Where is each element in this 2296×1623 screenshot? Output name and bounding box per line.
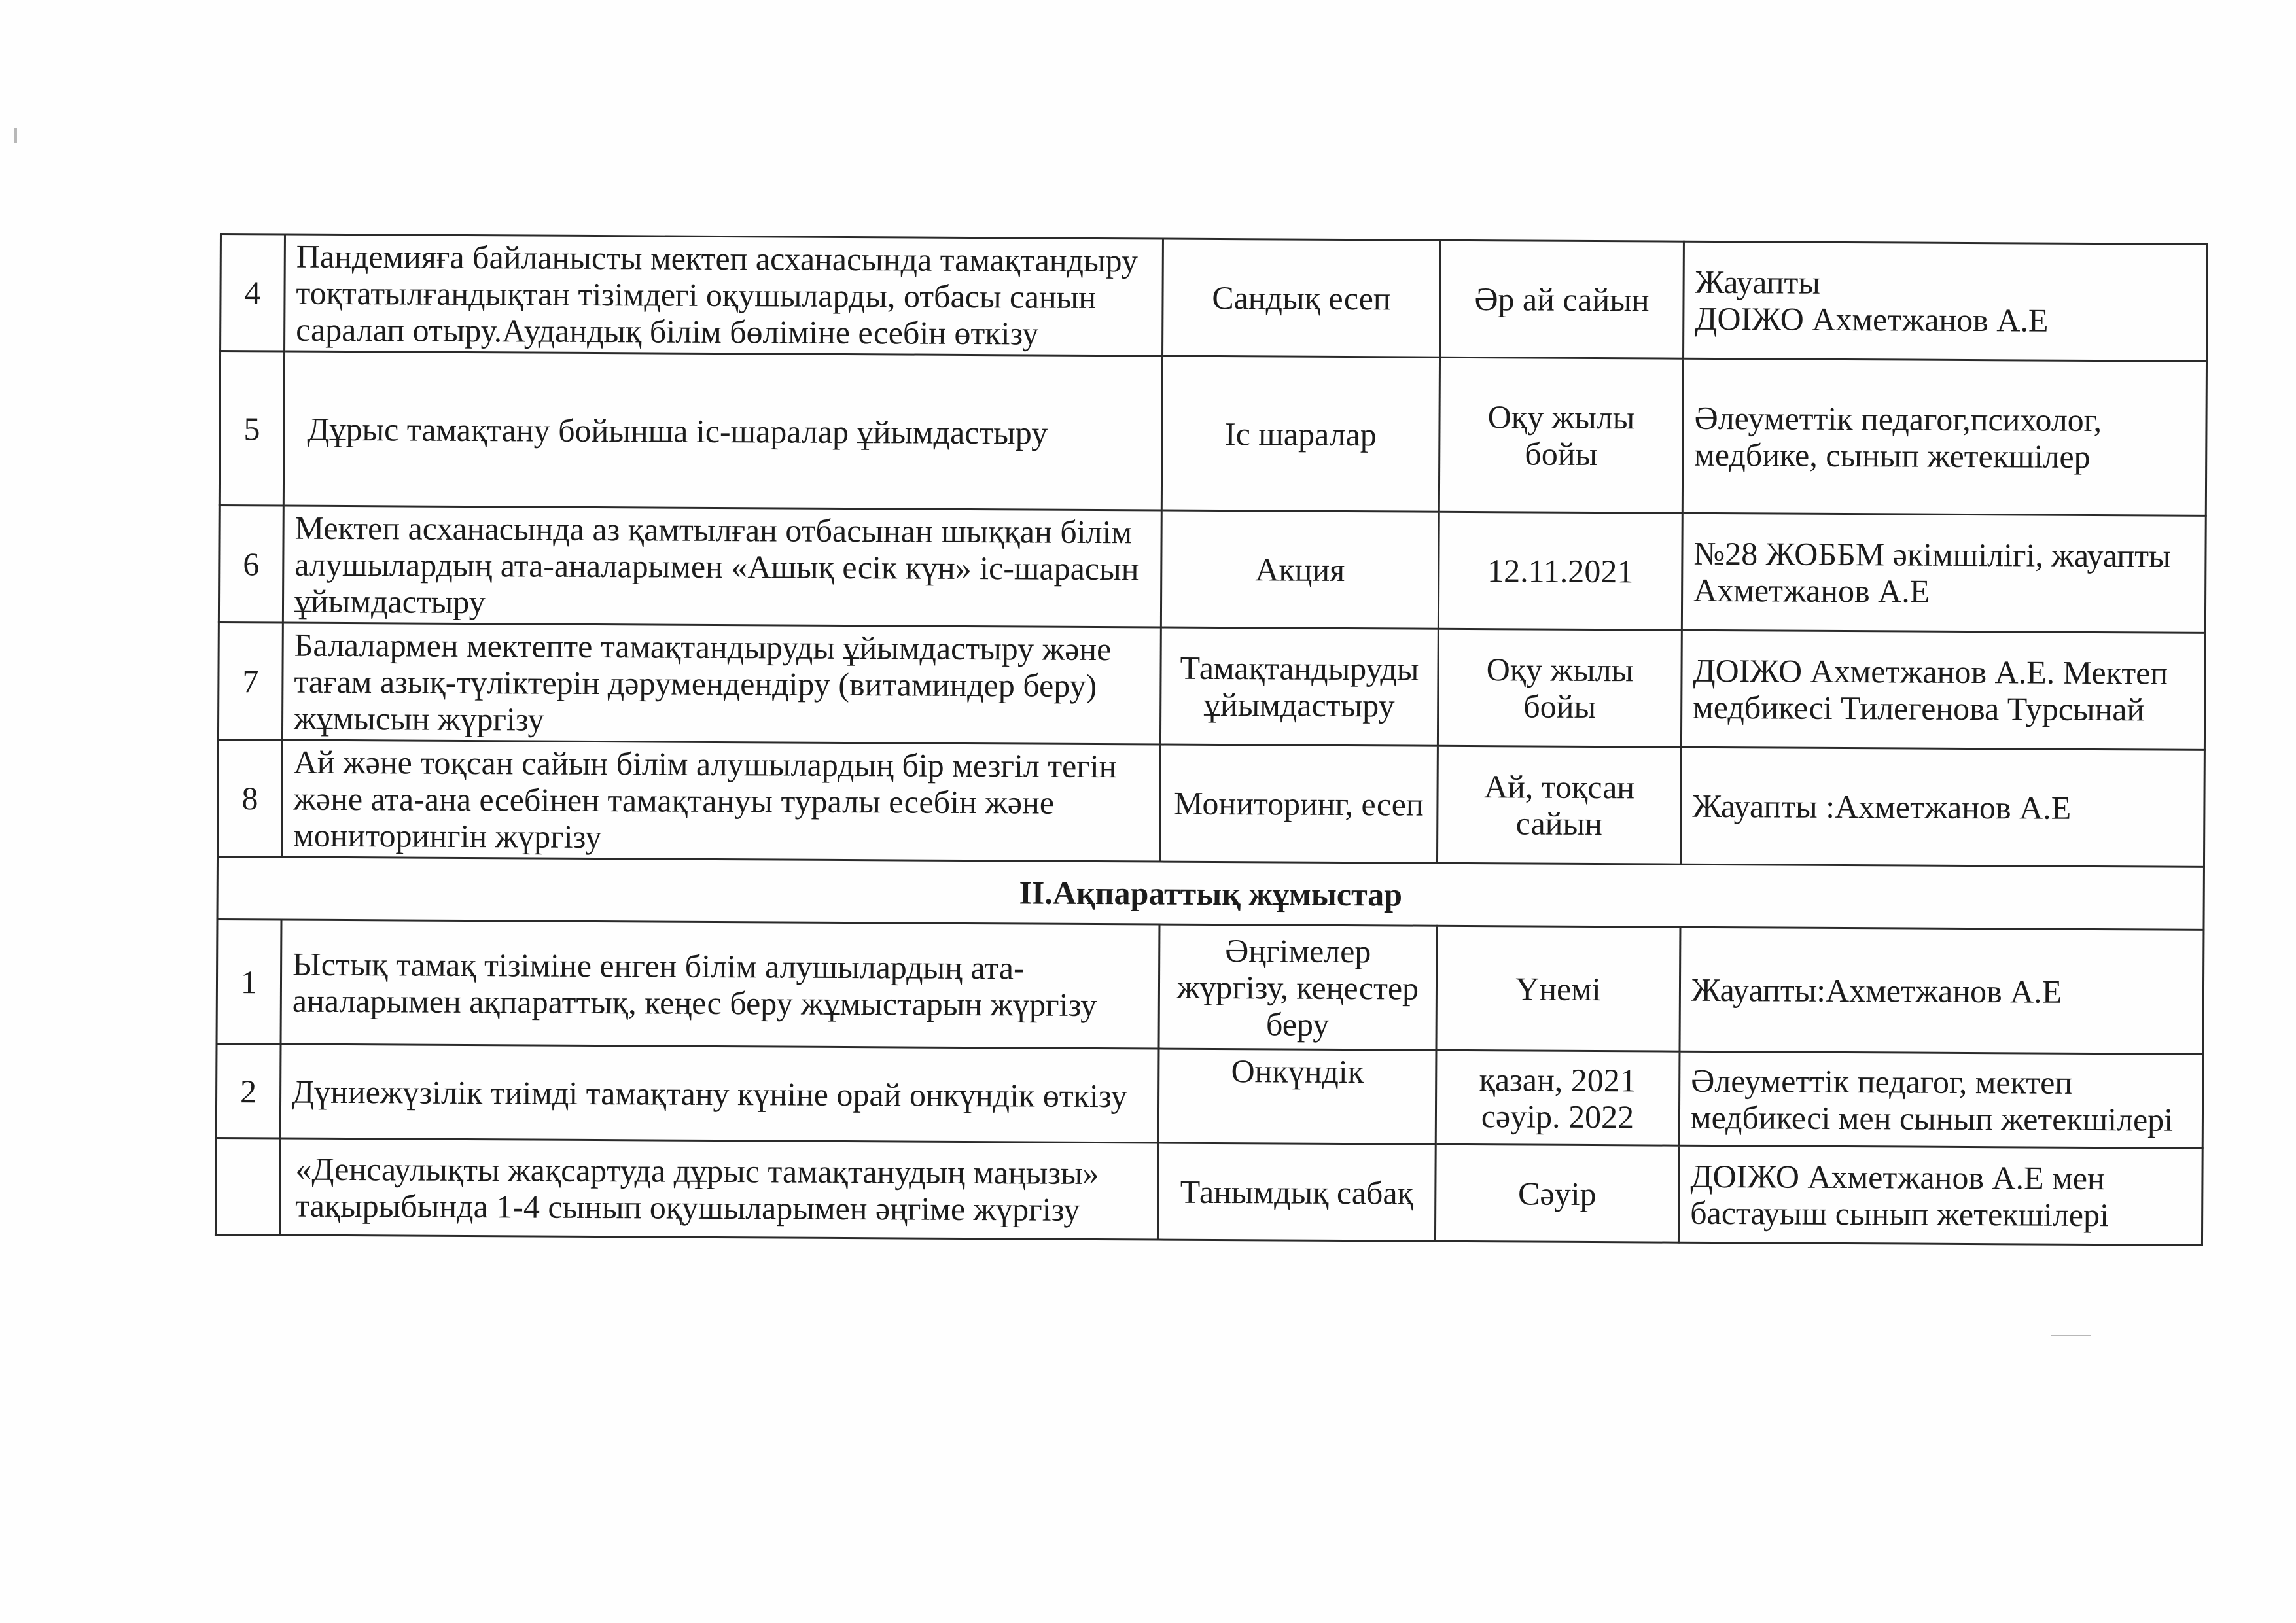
activity-cell: Ыстық тамақ тізіміне енген білім алушылардың ата-аналарымен ақпараттық, кеңес беру жұмыстарын жүргізу <box>281 920 1159 1049</box>
activity-cell: «Денсаулықты жақсартуда дұрыс тамақтанудың маңызы» тақырыбында 1-4 сынып оқушыларымен әңгіме жүргізу <box>279 1138 1158 1240</box>
time-cell: Үнемі <box>1436 926 1680 1051</box>
form-cell: Акция <box>1161 510 1439 629</box>
form-cell: Танымдық сабақ <box>1157 1143 1436 1241</box>
row-number: 8 <box>218 739 283 857</box>
time-cell: Оқу жылы бойы <box>1439 357 1683 513</box>
responsible-cell: ДОІЖО Ахметжанов А.Е. Мектеп медбикесі Тилегенова Турсынай <box>1681 630 2205 750</box>
form-cell: Сандық есеп <box>1163 239 1441 357</box>
table-row <box>221 234 2208 362</box>
responsible-cell: ДОІЖО Ахметжанов А.Е мен бастауыш сынып жетекшілері <box>1678 1145 2202 1245</box>
table-row <box>219 351 2206 516</box>
activity-cell: Балалармен мектепте тамақтандыруды ұйымдастыру және тағам азық-түліктерін дәрумендендіру (витаминдер беру) жұмысын жүргізу <box>282 623 1161 744</box>
time-cell: Ай, тоқсан сайын <box>1437 746 1681 864</box>
activity-cell: Дұрыс тамақтану бойынша іс-шаралар ұйымдастыру <box>283 351 1162 510</box>
activity-cell: Пандемияға байланысты мектеп асханасында тамақтандыру тоқтатылғандықтан тізімдегі оқушыларды, отбасы санын саралап отыру.Аудандық білім бөліміне есебін өткізу <box>285 234 1163 356</box>
time-cell: Әр ай сайын <box>1440 240 1684 358</box>
responsible-cell: Жауапты:Ахметжанов А.Е <box>1680 927 2204 1054</box>
activity-cell: Мектеп асханасында аз қамтылған отбасынан шыққан білім алушылардың ата-аналарымен «Ашық есік күн» іс-шарасын ұйымдастыру <box>283 506 1161 627</box>
time-cell: қазан, 2021 сәуір. 2022 <box>1436 1050 1680 1145</box>
time-cell: Сәуір <box>1435 1144 1679 1242</box>
table-row <box>216 1043 2203 1148</box>
table-row <box>215 1138 2202 1245</box>
form-cell: Мониторинг, есеп <box>1159 744 1438 863</box>
section-row <box>217 856 2204 930</box>
row-number: 6 <box>219 506 283 623</box>
row-number: 4 <box>221 234 285 352</box>
form-cell: Тамақтандыруды ұйымдастыру <box>1160 627 1438 746</box>
row-number: 1 <box>217 919 281 1044</box>
section-title: II.Ақпараттық жұмыстар <box>217 856 2204 930</box>
responsible-cell: Жауапты ДОІЖО Ахметжанов А.Е <box>1684 241 2208 361</box>
row-number: 5 <box>219 351 284 506</box>
time-cell: Оқу жылы бойы <box>1438 629 1682 747</box>
form-cell: Іс шаралар <box>1161 356 1439 512</box>
plan-table-container <box>215 233 2206 1246</box>
responsible-cell: №28 ЖОББМ әкімшілігі, жауапты Ахметжанов А.Е <box>1682 513 2206 633</box>
form-cell: Онкүндік <box>1158 1049 1436 1144</box>
table-row <box>218 739 2205 867</box>
row-number <box>215 1138 280 1235</box>
table-row <box>218 622 2205 750</box>
activity-cell: Ай және тоқсан сайын білім алушылардың бір мезгіл тегін және ата-ана есебінен тамақтануы туралы есебін және мониторингін жүргізу <box>282 740 1161 862</box>
table-row <box>217 919 2204 1054</box>
activity-cell: Дүниежүзілік тиімді тамақтану күніне орай онкүндік өткізу <box>280 1044 1159 1143</box>
row-number: 7 <box>218 622 283 740</box>
scan-artifact-right <box>2051 1335 2091 1336</box>
row-number: 2 <box>216 1043 281 1138</box>
plan-table <box>215 233 2208 1246</box>
form-cell: Әңгімелер жүргізу, кеңестер беру <box>1159 924 1437 1050</box>
responsible-cell: Жауапты :Ахметжанов А.Е <box>1680 747 2204 867</box>
responsible-cell: Әлеуметтік педагог, мектеп медбикесі мен сынып жетекшілері <box>1679 1051 2203 1148</box>
responsible-cell: Әлеуметтік педагог,психолог, медбике, сынып жетекшілер <box>1682 358 2206 515</box>
table-row <box>219 506 2206 633</box>
time-cell: 12.11.2021 <box>1438 512 1682 630</box>
scan-artifact-left <box>14 128 17 143</box>
